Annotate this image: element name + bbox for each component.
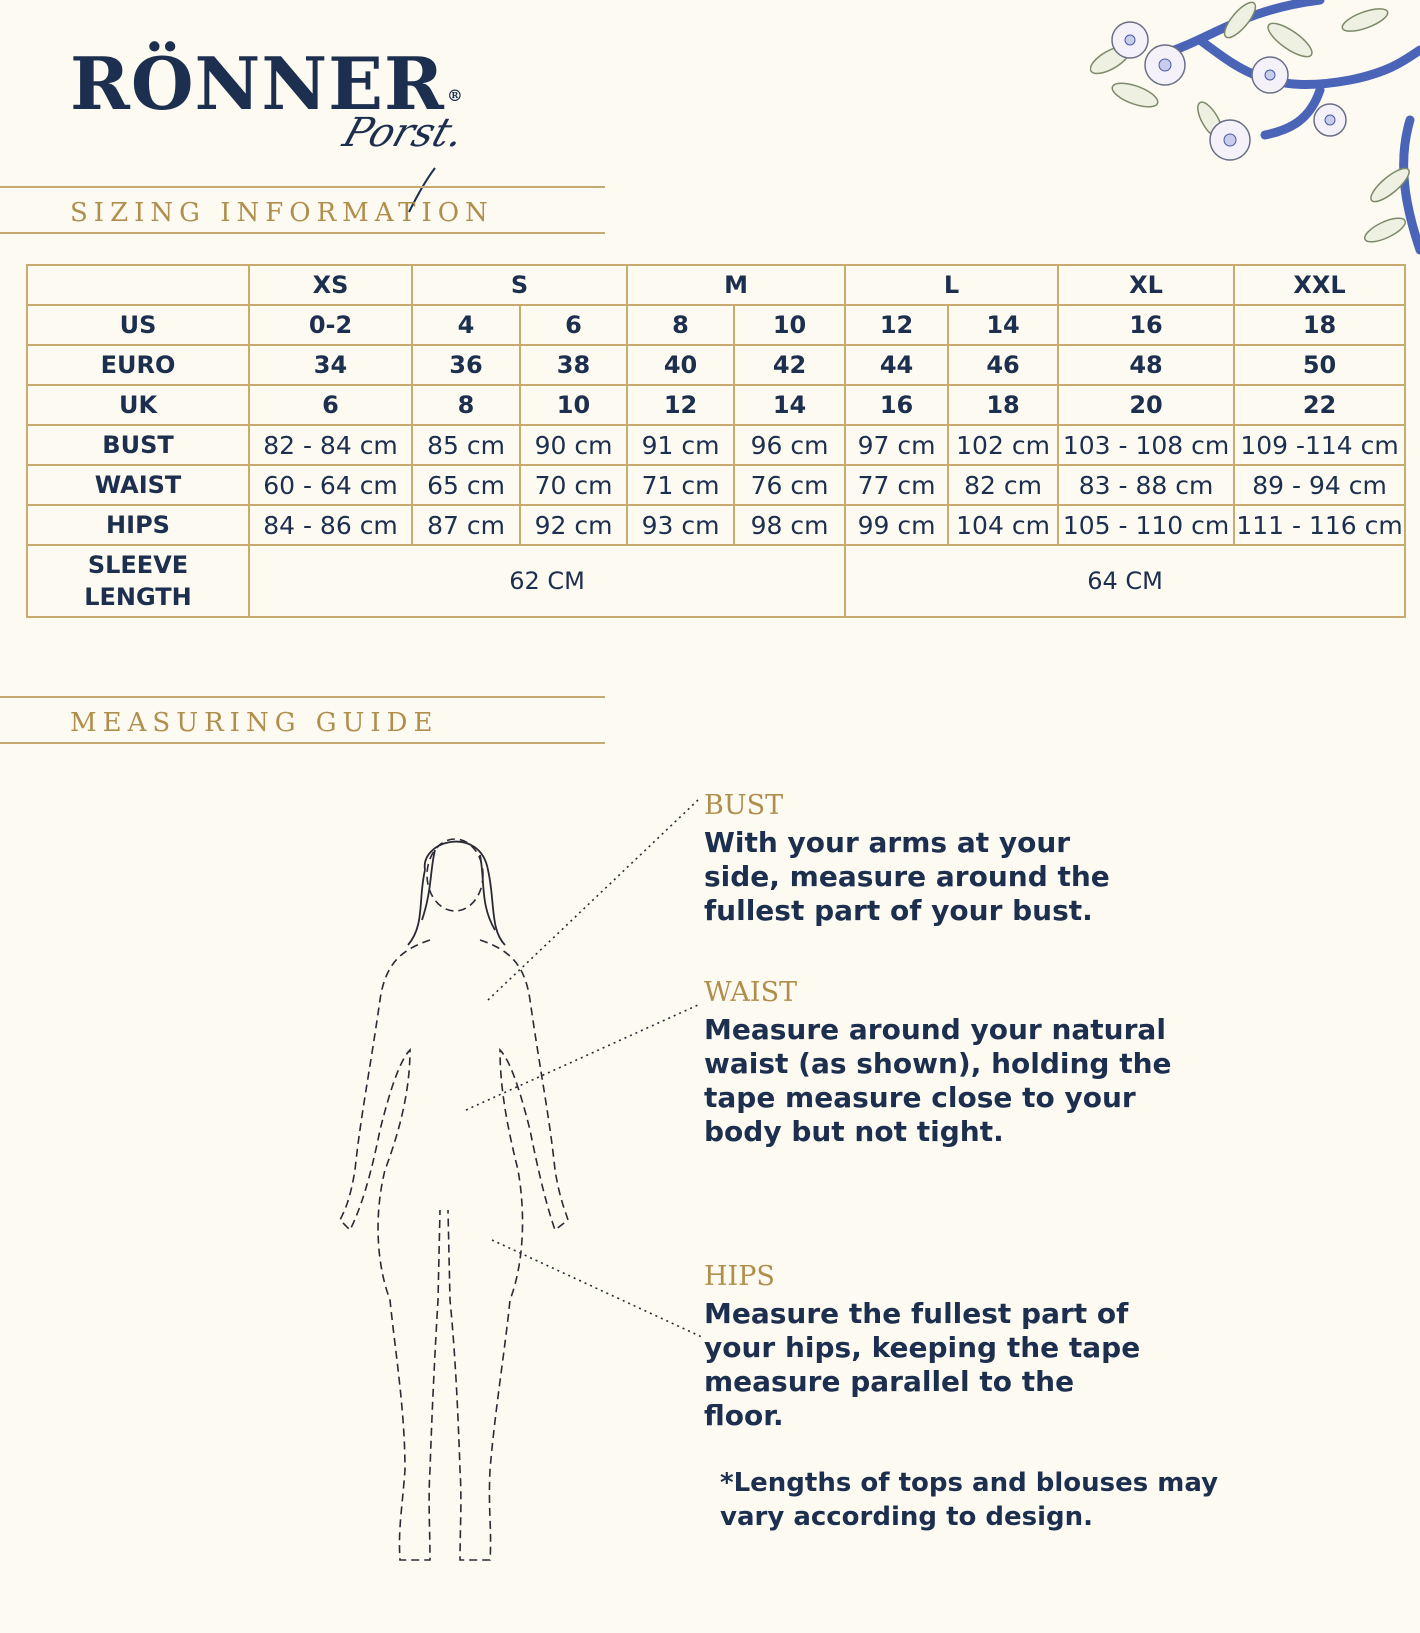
size-header-cell: XL — [1058, 265, 1234, 305]
table-cell: 44 — [845, 345, 948, 385]
table-cell: 46 — [948, 345, 1058, 385]
table-row — [27, 385, 1405, 425]
table-cell: 109 -114 cm — [1234, 425, 1405, 465]
table-row — [27, 345, 1405, 385]
table-cell: 16 — [845, 385, 948, 425]
table-cell: 85 cm — [412, 425, 520, 465]
table-cell: 71 cm — [627, 465, 734, 505]
hips-description: Measure the fullest part of your hips, keeping the tape measure parallel to the floor. — [704, 1297, 1141, 1432]
table-cell: 99 cm — [845, 505, 948, 545]
sleeve-value-small: 62 CM — [249, 545, 845, 617]
table-row — [27, 465, 1405, 505]
table-cell: 90 cm — [520, 425, 627, 465]
table-cell: 8 — [412, 385, 520, 425]
table-cell: 20 — [1058, 385, 1234, 425]
size-header-row — [27, 265, 1405, 305]
table-cell: 6 — [249, 385, 412, 425]
table-cell: 22 — [1234, 385, 1405, 425]
table-cell: 6 — [520, 305, 627, 345]
table-corner-cell — [27, 265, 249, 305]
sleeve-length-row — [27, 545, 1405, 617]
table-cell: 38 — [520, 345, 627, 385]
waist-description: Measure around your natural waist (as shown), holding the tape measure close to your body but not tight. — [704, 1013, 1172, 1148]
sizing-section-header — [0, 186, 605, 234]
table-row — [27, 305, 1405, 345]
table-cell: 50 — [1234, 345, 1405, 385]
table-cell: 91 cm — [627, 425, 734, 465]
size-header-cell: L — [845, 265, 1058, 305]
table-cell: 96 cm — [734, 425, 845, 465]
table-cell: 103 - 108 cm — [1058, 425, 1234, 465]
body-figure-illustration — [330, 830, 590, 1570]
table-cell: 10 — [520, 385, 627, 425]
row-label: EURO — [27, 345, 249, 385]
table-cell: 40 — [627, 345, 734, 385]
sizing-section-title: SIZING INFORMATION — [70, 198, 494, 228]
sleeve-value-large: 64 CM — [845, 545, 1405, 617]
row-label: US — [27, 305, 249, 345]
table-cell: 10 — [734, 305, 845, 345]
table-cell: 89 - 94 cm — [1234, 465, 1405, 505]
table-cell: 14 — [734, 385, 845, 425]
table-cell: 34 — [249, 345, 412, 385]
table-cell: 60 - 64 cm — [249, 465, 412, 505]
sleeve-label-line1: SLEEVE — [87, 551, 189, 579]
size-header-cell: M — [627, 265, 845, 305]
hips-title: HIPS — [704, 1261, 775, 1292]
table-cell: 104 cm — [948, 505, 1058, 545]
table-cell: 18 — [1234, 305, 1405, 345]
table-cell: 82 - 84 cm — [249, 425, 412, 465]
table-cell: 93 cm — [627, 505, 734, 545]
row-label-sleeve — [27, 545, 249, 617]
table-cell: 84 - 86 cm — [249, 505, 412, 545]
size-header-cell: S — [412, 265, 627, 305]
measuring-section-title: MEASURING GUIDE — [70, 708, 439, 738]
table-cell: 14 — [948, 305, 1058, 345]
table-cell: 42 — [734, 345, 845, 385]
table-row — [27, 505, 1405, 545]
size-header-cell: XS — [249, 265, 412, 305]
registered-mark: ® — [446, 86, 464, 105]
table-cell: 76 cm — [734, 465, 845, 505]
waist-title: WAIST — [704, 977, 798, 1008]
size-chart-table — [26, 264, 1406, 618]
row-label: UK — [27, 385, 249, 425]
table-cell: 12 — [627, 385, 734, 425]
table-cell: 83 - 88 cm — [1058, 465, 1234, 505]
size-header-cell: XXL — [1234, 265, 1405, 305]
length-note: *Lengths of tops and blouses may vary according to design. — [720, 1468, 1219, 1532]
table-cell: 97 cm — [845, 425, 948, 465]
table-cell: 77 cm — [845, 465, 948, 505]
brand-name: RÖNNER ® — [70, 41, 464, 126]
table-cell: 12 — [845, 305, 948, 345]
table-cell: 87 cm — [412, 505, 520, 545]
table-cell: 82 cm — [948, 465, 1058, 505]
table-cell: 8 — [627, 305, 734, 345]
table-cell: 92 cm — [520, 505, 627, 545]
sleeve-label-line2: LENGTH — [84, 583, 192, 611]
row-label: WAIST — [27, 465, 249, 505]
floral-decoration-illustration — [1090, 0, 1420, 290]
table-cell: 4 — [412, 305, 520, 345]
table-cell: 36 — [412, 345, 520, 385]
brand-logo — [70, 41, 471, 156]
brand-script: Porst. — [337, 110, 471, 156]
table-cell: 102 cm — [948, 425, 1058, 465]
measuring-section-header — [0, 696, 605, 744]
bust-description: With your arms at your side, measure around the fullest part of your bust. — [704, 826, 1110, 927]
table-cell: 70 cm — [520, 465, 627, 505]
table-cell: 65 cm — [412, 465, 520, 505]
row-label: HIPS — [27, 505, 249, 545]
table-cell: 0-2 — [249, 305, 412, 345]
table-cell: 16 — [1058, 305, 1234, 345]
table-cell: 98 cm — [734, 505, 845, 545]
table-cell: 48 — [1058, 345, 1234, 385]
table-row — [27, 425, 1405, 465]
row-label: BUST — [27, 425, 249, 465]
table-cell: 105 - 110 cm — [1058, 505, 1234, 545]
bust-title: BUST — [704, 790, 784, 821]
table-cell: 111 - 116 cm — [1234, 505, 1405, 545]
table-cell: 18 — [948, 385, 1058, 425]
